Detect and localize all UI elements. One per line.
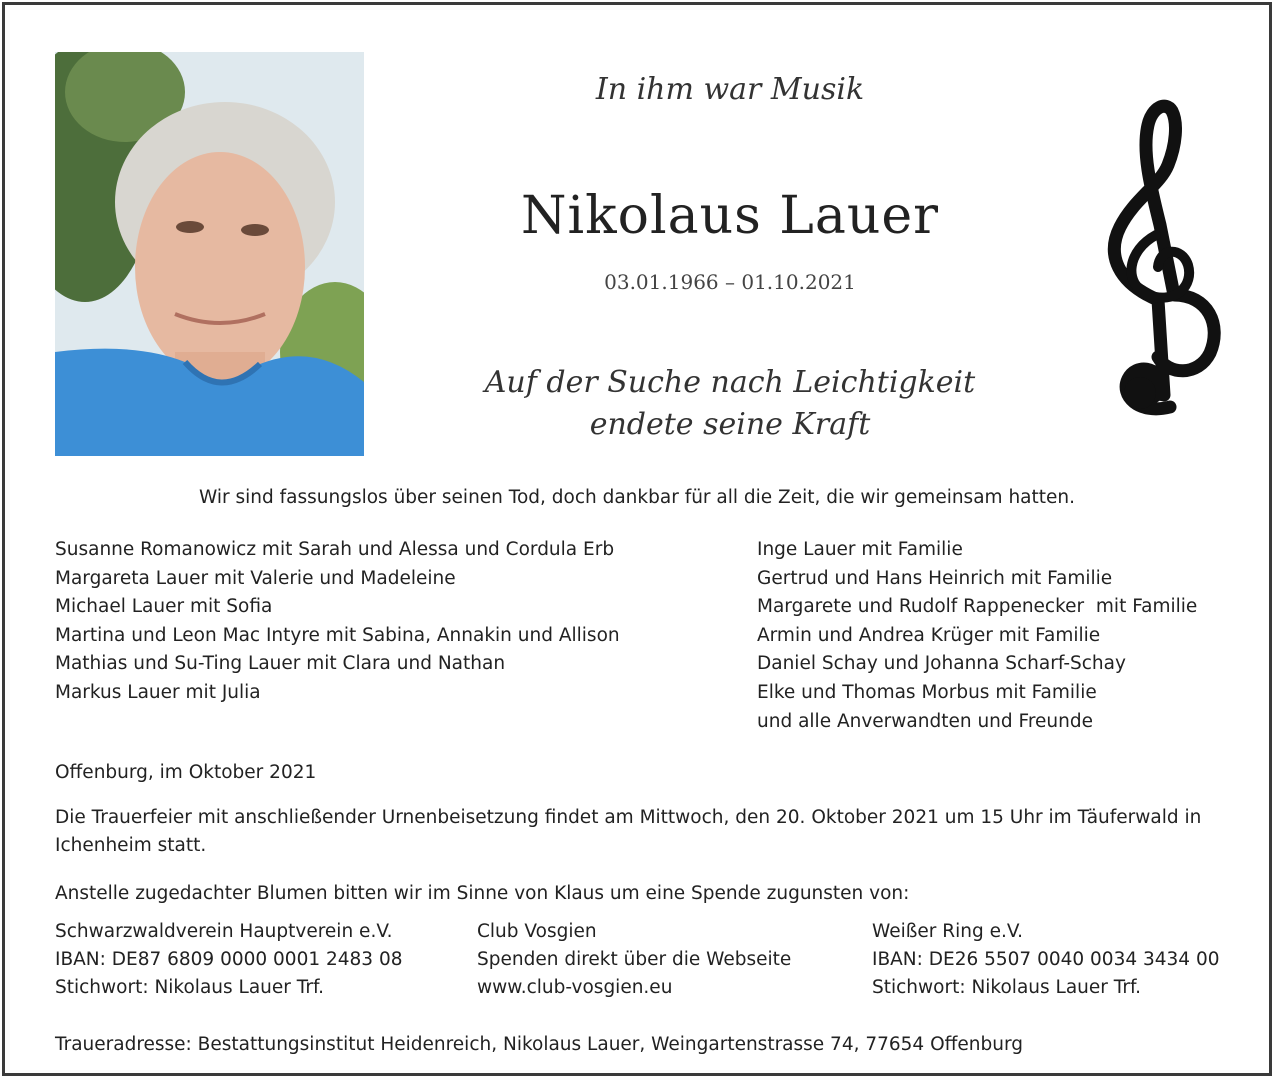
life-dates: 03.01.1966 – 01.10.2021 <box>604 270 856 294</box>
list-item: Daniel Schay und Johanna Scharf-Schay <box>757 653 1126 675</box>
mourning-address: Traueradresse: Bestattungsinstitut Heidenreich, Nikolaus Lauer, Weingartenstrasse 74, 77654 Offenburg <box>55 1034 1023 1055</box>
list-item: Gertrud und Hans Heinrich mit Familie <box>757 567 1113 589</box>
list-item: Armin und Andrea Krüger mit Familie <box>757 624 1101 646</box>
org-keyword: Stichwort: Nikolaus Lauer Trf. <box>55 977 324 998</box>
list-item: Margareta Lauer mit Valerie und Madeleine <box>55 567 456 589</box>
donation-org-schwarzwaldverein <box>55 918 403 1002</box>
treble-clef-icon <box>1098 95 1226 417</box>
memorial-verse <box>420 362 1040 446</box>
list-item: Susanne Romanowicz mit Sarah und Alessa und Cordula Erb <box>55 539 615 560</box>
gratitude-text: Wir sind fassungslos über seinen Tod, doch dankbar für all die Zeit, die wir gemeinsam hatten. <box>199 487 1075 508</box>
mourners-left-list <box>55 536 620 708</box>
place-date: Offenburg, im Oktober 2021 <box>55 762 317 783</box>
list-item: Michael Lauer mit Sofia <box>55 596 273 618</box>
donation-org-weisser-ring <box>872 918 1220 1002</box>
verse-line-1: Auf der Suche nach Leichtigkeit <box>484 365 976 400</box>
list-item: Elke und Thomas Morbus mit Familie <box>757 681 1097 703</box>
portrait-illustration <box>55 52 364 456</box>
list-item: Margarete und Rudolf Rappenecker mit Familie <box>757 596 1198 618</box>
portrait-photo <box>55 52 364 456</box>
donation-org-club-vosgien <box>477 918 791 1002</box>
ceremony-info: Die Trauerfeier mit anschließender Urnenbeisetzung findet am Mittwoch, den 20. Oktober 2021 um 15 Uhr im Täuferwald in Ichenheim statt. <box>55 807 1202 856</box>
list-item: und alle Anverwandten und Freunde <box>757 710 1093 732</box>
mourners-right-list <box>757 536 1197 736</box>
org-note: Spenden direkt über die Webseite <box>477 949 792 970</box>
deceased-name: Nikolaus Lauer <box>521 186 939 246</box>
donation-intro: Anstelle zugedachter Blumen bitten wir im Sinne von Klaus um eine Spende zugunsten von: <box>55 883 910 904</box>
org-name: Club Vosgien <box>477 921 597 942</box>
list-item: Markus Lauer mit Julia <box>55 681 261 703</box>
org-website-link[interactable]: www.club-vosgien.eu <box>477 977 673 998</box>
list-item: Mathias und Su-Ting Lauer mit Clara und Nathan <box>55 653 506 675</box>
org-name: Schwarzwaldverein Hauptverein e.V. <box>55 921 393 942</box>
verse-line-2: endete seine Kraft <box>589 407 871 442</box>
motto-heading: In ihm war Musik <box>595 72 865 107</box>
org-iban: IBAN: DE26 5507 0040 0034 3434 00 <box>872 949 1220 970</box>
list-item: Martina und Leon Mac Intyre mit Sabina, Annakin und Allison <box>55 624 620 646</box>
list-item: Inge Lauer mit Familie <box>757 539 963 560</box>
org-keyword: Stichwort: Nikolaus Lauer Trf. <box>872 977 1141 998</box>
org-name: Weißer Ring e.V. <box>872 921 1024 942</box>
org-iban: IBAN: DE87 6809 0000 0001 2483 08 <box>55 949 403 970</box>
